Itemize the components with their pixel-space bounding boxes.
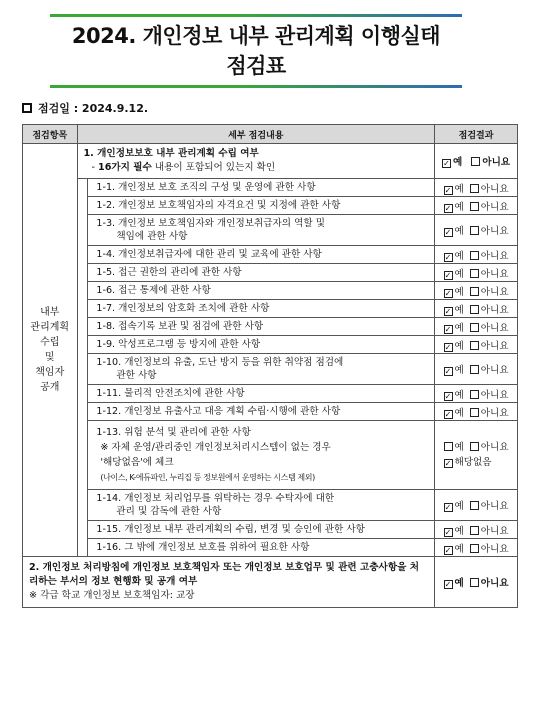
yes-label: 예 [454, 286, 464, 298]
section2-title: 2. 개인정보 처리방침에 개인정보 보호책임자 또는 개인정보 보호업무 및 관련 고충사항을 처리하는 부서의 정보 현행화 및 공개 여부 [29, 562, 419, 587]
section1-sub-prefix: - [91, 162, 99, 173]
no-checkbox[interactable] [470, 544, 479, 553]
yes-checkbox[interactable]: ✓ [444, 252, 452, 262]
item-text-continued: 관한 사항 [116, 370, 157, 381]
page-title [50, 17, 462, 85]
indent-cell [77, 521, 88, 539]
no-label: 아니요 [480, 286, 509, 298]
no-checkbox[interactable] [470, 323, 479, 332]
result-cell [435, 300, 518, 318]
yes-checkbox[interactable]: ✓ [444, 288, 452, 298]
result-cell [435, 403, 518, 421]
item-content [88, 318, 435, 336]
table-row [23, 403, 518, 421]
yes-checkbox[interactable]: ✓ [444, 342, 452, 352]
yes-label: 예 [454, 322, 464, 334]
yes-checkbox[interactable]: ✓ [444, 545, 452, 555]
item-text: 1-2. 개인정보 보호책임자의 자격요건 및 지정에 관한 사항 [96, 200, 341, 211]
yes-checkbox[interactable]: ✓ [444, 367, 452, 376]
yes-label: 예 [454, 250, 464, 262]
item-content [88, 179, 435, 197]
item-text: 1-16. 그 밖에 개인정보 보호를 위하여 필요한 사항 [96, 542, 310, 553]
yes-checkbox[interactable]: ✓ [444, 228, 452, 237]
result-cell [435, 521, 518, 539]
yes-label: 예 [454, 501, 464, 512]
yes-label: 예 [454, 304, 464, 316]
header-result: 점검결과 [435, 125, 518, 144]
result-cell [435, 246, 518, 264]
title-bottom-rule [50, 85, 462, 88]
yes-checkbox[interactable]: ✓ [444, 391, 452, 401]
yes-label: 예 [454, 407, 464, 419]
result-cell [435, 490, 518, 521]
item-text-continued: 관리 및 감독에 관한 사항 [116, 506, 222, 517]
section1-content [77, 144, 435, 179]
na-label: 해당없음 [454, 457, 492, 468]
no-checkbox[interactable] [470, 365, 479, 374]
no-checkbox[interactable] [470, 202, 479, 211]
item-content [88, 490, 435, 521]
item-text: 1-1. 개인정보 보호 조직의 구성 및 운영에 관한 사항 [96, 182, 316, 193]
no-checkbox[interactable] [471, 157, 480, 166]
indent-cell [77, 264, 88, 282]
result-cell [435, 282, 518, 300]
item-content [88, 403, 435, 421]
no-checkbox[interactable] [470, 390, 479, 399]
no-label: 아니요 [480, 442, 509, 453]
title-block [50, 14, 462, 88]
no-checkbox[interactable] [470, 526, 479, 535]
no-checkbox[interactable] [470, 408, 479, 417]
indent-cell [77, 336, 88, 354]
no-checkbox[interactable] [470, 305, 479, 314]
item-text: 1-14. 개인정보 처리업무를 위탁하는 경우 수탁자에 대한 [96, 493, 335, 504]
result-cell [435, 215, 518, 246]
no-checkbox[interactable] [470, 442, 479, 451]
table-row [23, 318, 518, 336]
item-text: 1-4. 개인정보취급자에 대한 관리 및 교육에 관한 사항 [96, 249, 322, 260]
item-text: 1-3. 개인정보 보호책임자와 개인정보취급자의 역할 및 [96, 218, 325, 229]
na-checkbox[interactable]: ✓ [444, 459, 452, 468]
result-cell [435, 539, 518, 557]
no-checkbox[interactable] [470, 501, 479, 510]
no-checkbox[interactable] [470, 251, 479, 260]
indent-cell [77, 421, 88, 490]
no-label: 아니요 [480, 322, 509, 334]
checklist-table [22, 124, 518, 608]
item-content [88, 521, 435, 539]
table-row [23, 521, 518, 539]
item-content [88, 385, 435, 403]
table-row [23, 282, 518, 300]
indent-cell [77, 403, 88, 421]
yes-checkbox[interactable] [444, 442, 453, 451]
header-area: 점검항목 [23, 125, 78, 144]
no-checkbox[interactable] [470, 226, 479, 235]
section2-row [23, 557, 518, 608]
section2-content [23, 557, 435, 608]
item-content [88, 215, 435, 246]
no-label: 아니요 [480, 407, 509, 419]
item-content [88, 421, 435, 490]
section1-sub-bold: 16가지 필수 [98, 162, 152, 173]
indent-cell [77, 246, 88, 264]
no-checkbox[interactable] [470, 287, 479, 296]
result-cell [435, 385, 518, 403]
yes-checkbox[interactable]: ✓ [444, 324, 452, 334]
no-label: 아니요 [480, 501, 509, 512]
table-row [23, 385, 518, 403]
no-label: 아니요 [480, 268, 509, 280]
indent-cell [77, 539, 88, 557]
yes-checkbox[interactable]: ✓ [444, 270, 452, 280]
result-cell [435, 354, 518, 385]
indent-cell [77, 215, 88, 246]
item-note-2: '해당없음'에 체크 [100, 457, 174, 468]
table-row [23, 197, 518, 215]
area-label: 내부 관리계획 수립 및 책임자 공개 [30, 307, 70, 393]
no-label: 아니요 [480, 201, 509, 213]
no-label: 아니요 [480, 389, 509, 401]
indent-cell [77, 385, 88, 403]
result-cell [435, 179, 518, 197]
yes-checkbox[interactable]: ✓ [444, 580, 452, 589]
yes-label: 예 [454, 340, 464, 352]
yes-checkbox[interactable]: ✓ [444, 203, 452, 213]
section1-result [435, 144, 518, 179]
item-text: 1-5. 접근 권한의 관리에 관한 사항 [96, 267, 242, 278]
result-cell [435, 336, 518, 354]
yes-label: 예 [454, 183, 464, 195]
title-line-2: 점검표 [226, 54, 286, 78]
yes-label: 예 [454, 578, 464, 589]
no-label: 아니요 [480, 543, 509, 555]
table-row [23, 300, 518, 318]
no-label: 아니요 [480, 250, 509, 262]
indent-cell [77, 300, 88, 318]
no-label: 아니요 [480, 340, 509, 352]
no-label: 아니요 [480, 365, 509, 376]
yes-label: 예 [454, 543, 464, 555]
yes-checkbox[interactable]: ✓ [444, 185, 452, 195]
section2-note: ※ 각급 학교 개인정보 보호책임자: 교장 [29, 590, 195, 601]
result-cell [435, 264, 518, 282]
item-note: ※ 자체 운영/관리중인 개인정보처리시스템이 없는 경우 [100, 442, 331, 453]
yes-checkbox[interactable]: ✓ [443, 159, 450, 168]
indent-cell [77, 354, 88, 385]
section2-result [435, 557, 518, 608]
yes-label: 예 [454, 442, 464, 453]
yes-checkbox[interactable]: ✓ [444, 503, 452, 512]
no-checkbox[interactable] [470, 184, 479, 193]
yes-label: 예 [454, 389, 464, 401]
item-text: 1-12. 개인정보 유출사고 대응 계획 수립·시행에 관한 사항 [96, 406, 341, 417]
header-content: 세부 점검내용 [77, 125, 435, 144]
item-content [88, 246, 435, 264]
result-options [444, 440, 509, 470]
item-text: 1-7. 개인정보의 암호화 조치에 관한 사항 [96, 303, 270, 314]
result-cell [435, 197, 518, 215]
inspection-date-text: 점검일 : 2024.9.12. [38, 102, 149, 115]
no-label: 아니요 [480, 183, 509, 195]
item-content [88, 264, 435, 282]
yes-label: 예 [454, 525, 464, 537]
indent-cell [77, 318, 88, 336]
no-label: 아니요 [482, 157, 511, 168]
item-text: 1-13. 위험 분석 및 관리에 관한 사항 [96, 427, 251, 438]
no-checkbox[interactable] [470, 341, 479, 350]
result-line [444, 440, 509, 455]
yes-label: 예 [452, 157, 463, 168]
no-label: 아니요 [480, 304, 509, 316]
indent-cell [77, 197, 88, 215]
yes-checkbox[interactable]: ✓ [444, 409, 452, 419]
item-content [88, 354, 435, 385]
item-content [88, 282, 435, 300]
result-cell [435, 318, 518, 336]
item-text: 1-9. 악성프로그램 등 방지에 관한 사항 [96, 339, 261, 350]
section1-title: 1. 개인정보보호 내부 관리계획 수립 여부 [83, 148, 259, 159]
item-content [88, 539, 435, 557]
yes-label: 예 [454, 365, 464, 376]
table-row [23, 215, 518, 246]
item-text: 1-11. 물리적 안전조치에 관한 사항 [96, 388, 245, 399]
section1-sub-rest: 내용이 포함되어 있는지 확인 [151, 162, 276, 173]
table-header-row [23, 125, 518, 144]
result-line [444, 455, 509, 470]
table-row [23, 264, 518, 282]
item-content [88, 300, 435, 318]
table-row [23, 179, 518, 197]
no-checkbox[interactable] [470, 578, 479, 587]
item-note-small: (나이스, K-에듀파인, 누리집 등 정보원에서 운영하는 시스템 제외) [100, 473, 315, 482]
indent-cell [77, 490, 88, 521]
section1-sub [84, 161, 429, 175]
item-text: 1-10. 개인정보의 유출, 도난 방지 등을 위한 취약점 점검에 [96, 357, 344, 368]
yes-checkbox[interactable]: ✓ [444, 527, 452, 537]
yes-label: 예 [454, 268, 464, 280]
section1-row [23, 144, 518, 179]
result-cell [435, 421, 518, 490]
yes-label: 예 [454, 226, 464, 237]
square-bullet-icon [22, 103, 32, 113]
yes-label: 예 [454, 201, 464, 213]
item-text: 1-6. 접근 통제에 관한 사항 [96, 285, 211, 296]
item-text: 1-8. 접속기록 보관 및 점검에 관한 사항 [96, 321, 264, 332]
item-text-continued: 책임에 관한 사항 [116, 231, 188, 242]
table-row [23, 246, 518, 264]
no-label: 아니요 [480, 226, 509, 237]
indent-cell [77, 179, 88, 197]
table-row [23, 539, 518, 557]
title-line-1: 2024. 개인정보 내부 관리계획 이행실태 [71, 24, 441, 48]
item-text: 1-15. 개인정보 내부 관리계획의 수립, 변경 및 승인에 관한 사항 [96, 524, 365, 535]
table-row [23, 490, 518, 521]
indent-cell [77, 282, 88, 300]
area-cell [23, 144, 78, 557]
table-row [23, 336, 518, 354]
item-content [88, 336, 435, 354]
item-content [88, 197, 435, 215]
yes-checkbox[interactable]: ✓ [444, 306, 452, 316]
table-row [23, 354, 518, 385]
no-label: 아니요 [480, 578, 509, 589]
no-label: 아니요 [480, 525, 509, 537]
table-row [23, 421, 518, 490]
inspection-date [22, 100, 148, 116]
no-checkbox[interactable] [470, 269, 479, 278]
